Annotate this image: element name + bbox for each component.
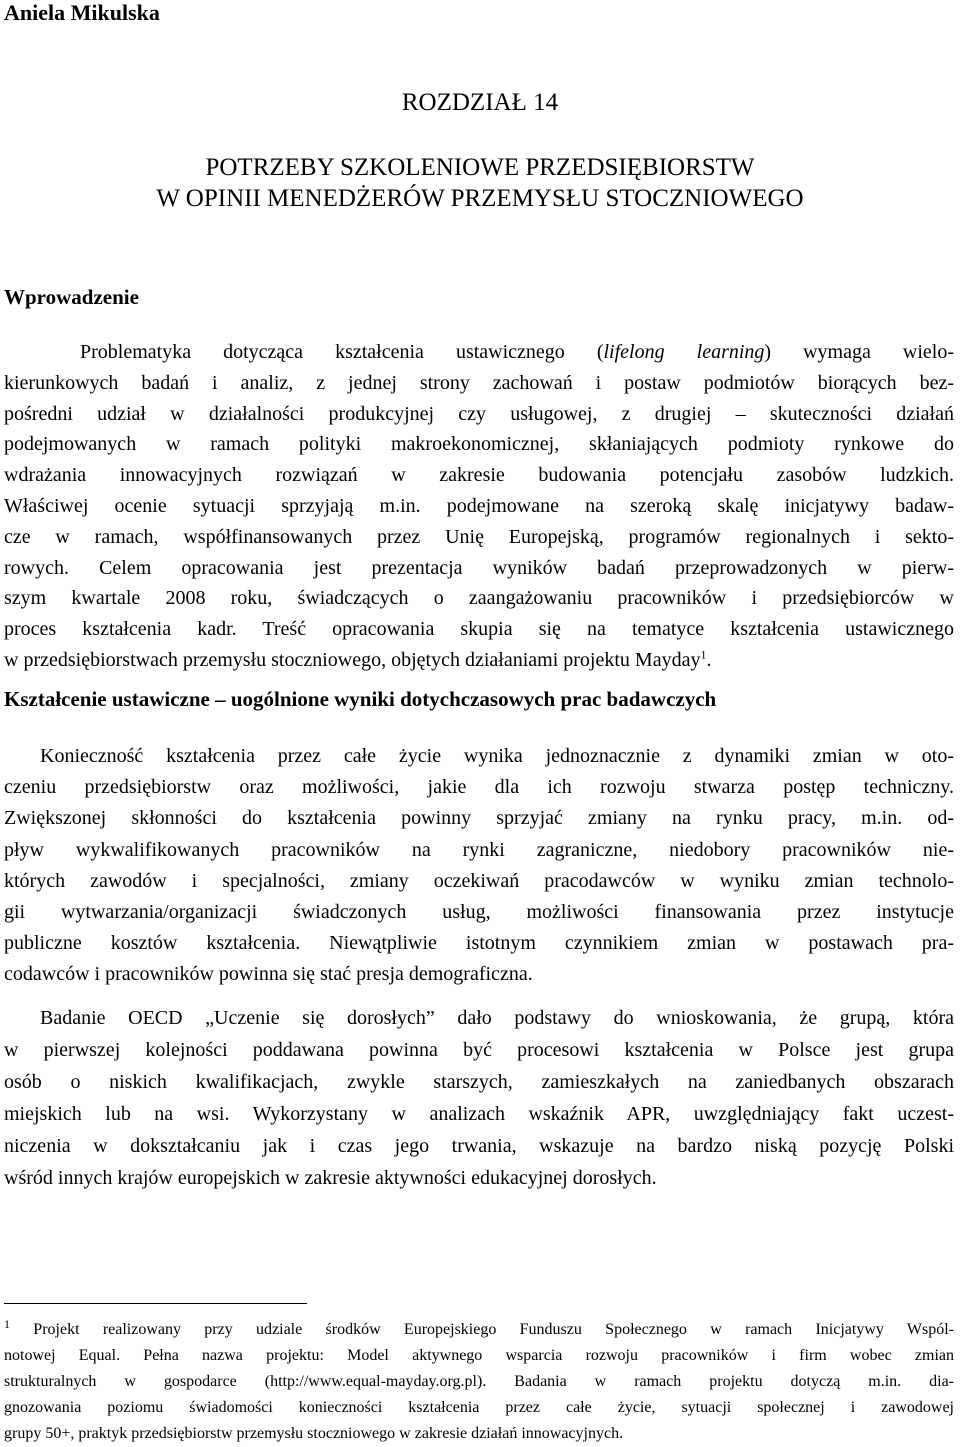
footnote [4,1317,954,1447]
text-span: w przedsiębiorstwach przemysłu stoczniowego, objętych działaniami projektu Mayday [4,648,701,671]
chapter-number: ROZDZIAŁ 14 [401,89,559,116]
author-name: Aniela Mikulska [4,0,160,25]
footnote-separator [4,1303,307,1304]
italic-term: lifelong learning [603,341,765,363]
text-line: wdrażania innowacyjnych rozwiązań w zakresie budowania potencjału zasobów ludzkich. [4,464,954,487]
text-line: czeniu przedsiębiorstw oraz możliwości, jakie dla ich rozwoju stwarza postęp techniczny. [4,776,954,799]
text-line: w pierwszej kolejności poddawana powinna być procesowi kształcenia w Polsce jest grupa [4,1039,954,1061]
text-line: rowych. Celem opracowania jest prezentacja wyników badań przeprowadzonych w pierw- [4,556,954,579]
text-span: . [706,648,712,671]
text-span: ) wymaga wielo- [764,341,954,363]
footnote-line: strukturalnych w gospodarce (http://www.equal-mayday.org.pl). Badania w ramach projektu dotyczą m.in. dia- [4,1373,954,1390]
text-line: Badanie OECD „Uczenie się dorosłych” dało podstawy do wnioskowania, że grupą, która [40,1007,954,1029]
chapter-title [0,152,960,214]
text-line: Właściwej ocenie sytuacji sprzyjają m.in. podejmowane na szeroką skalę inicjatywy badaw- [4,494,954,517]
text-line: szym kwartale 2008 roku, świadczących o zaangażowaniu pracowników i przedsiębiorców w [4,587,954,610]
text-line: publiczne kosztów kształcenia. Niewątpliwie istotnym czynnikiem zmian w postawach pra- [4,932,954,955]
text-span: Projekt realizowany przy udziale środków Europejskiego Funduszu Społecznego w ramach Inicjatywy Wspól- [10,1321,954,1338]
text-line: pływ wykwalifikowanych pracowników na rynki zagraniczne, niedobory pracowników nie- [4,838,954,861]
text-line: podejmowanych w ramach polityki makroekonomicznej, skłaniających podmioty rynkowe do [4,433,954,456]
paragraph-lifelong-learning-2 [4,1002,954,1194]
text-line: niczenia w dokształcaniu jak i czas jego trwania, wskazuje na bardzo niską pozycję Polski [4,1135,954,1157]
paragraph-introduction [4,337,954,676]
footnote-number: 1 [4,1317,10,1331]
paragraph-lifelong-learning-1 [4,741,954,991]
section-heading-lifelong-learning: Kształcenie ustawiczne – uogólnione wyniki dotychczasowych prac badawczych [4,687,717,711]
footnote-line: gnozowania poziomu świadomości konieczności kształcenia przez całe życie, sytuacji społecznej i zawodowej [4,1399,954,1416]
footnote-line: notowej Equal. Pełna nazwa projektu: Model aktywnego wsparcia rozwoju pracowników i firm wobec zmian [4,1347,954,1364]
section-heading-introduction: Wprowadzenie [4,285,139,309]
chapter-title-line: W OPINII MENEDŻERÓW PRZEMYSŁU STOCZNIOWEGO [156,185,804,212]
footnote-line [4,1317,954,1343]
text-line: osób o niskich kwalifikacjach, zwykle starszych, zamieszkałych na zaniedbanych obszarach [4,1071,954,1093]
text-line: wśród innych krajów europejskich w zakresie aktywności edukacyjnej dorosłych. [4,1167,657,1189]
text-line: Zwiększonej skłonności do kształcenia powinny sprzyjać zmiany na rynku pracy, m.in. od- [4,807,954,830]
footnote-reference[interactable]: 1 [700,647,707,662]
text-line [4,645,954,676]
footnote-line: grupy 50+, praktyk przedsiębiorstw przemysłu stoczniowego w zakresie działań innowacyjnych. [4,1425,624,1442]
text-line: proces kształcenia kadr. Treść opracowania skupia się na tematyce kształcenia ustawicznego [4,618,954,641]
text-line: codawców i pracowników powinna się stać presja demograficzna. [4,963,533,986]
text-line: cze w ramach, współfinansowanych przez Unię Europejską, programów regionalnych i sekto- [4,525,954,548]
text-line: pośredni udział w działalności produkcyjnej czy usługowej, z drugiej – skuteczności działań [4,402,954,425]
text-line: których zawodów i specjalności, zmiany oczekiwań pracodawców w wyniku zmian technolo- [4,869,954,892]
text-span: Problematyka dotycząca kształcenia ustawicznego ( [80,341,604,363]
text-line: kierunkowych badań i analiz, z jednej strony zachowań i postaw podmiotów biorących bez- [4,371,954,394]
text-line: Konieczność kształcenia przez całe życie wynika jednoznacznie z dynamiki zmian w oto- [40,745,954,767]
chapter-title-line: POTRZEBY SZKOLENIOWE PRZEDSIĘBIORSTW [205,154,755,181]
text-line: miejskich lub na wsi. Wykorzystany w analizach wskaźnik APR, uwzględniający fakt uczest- [4,1103,954,1125]
text-line [4,337,954,368]
text-line: gii wytwarzania/organizacji świadczonych usług, możliwości finansowania przez instytucje [4,901,954,924]
